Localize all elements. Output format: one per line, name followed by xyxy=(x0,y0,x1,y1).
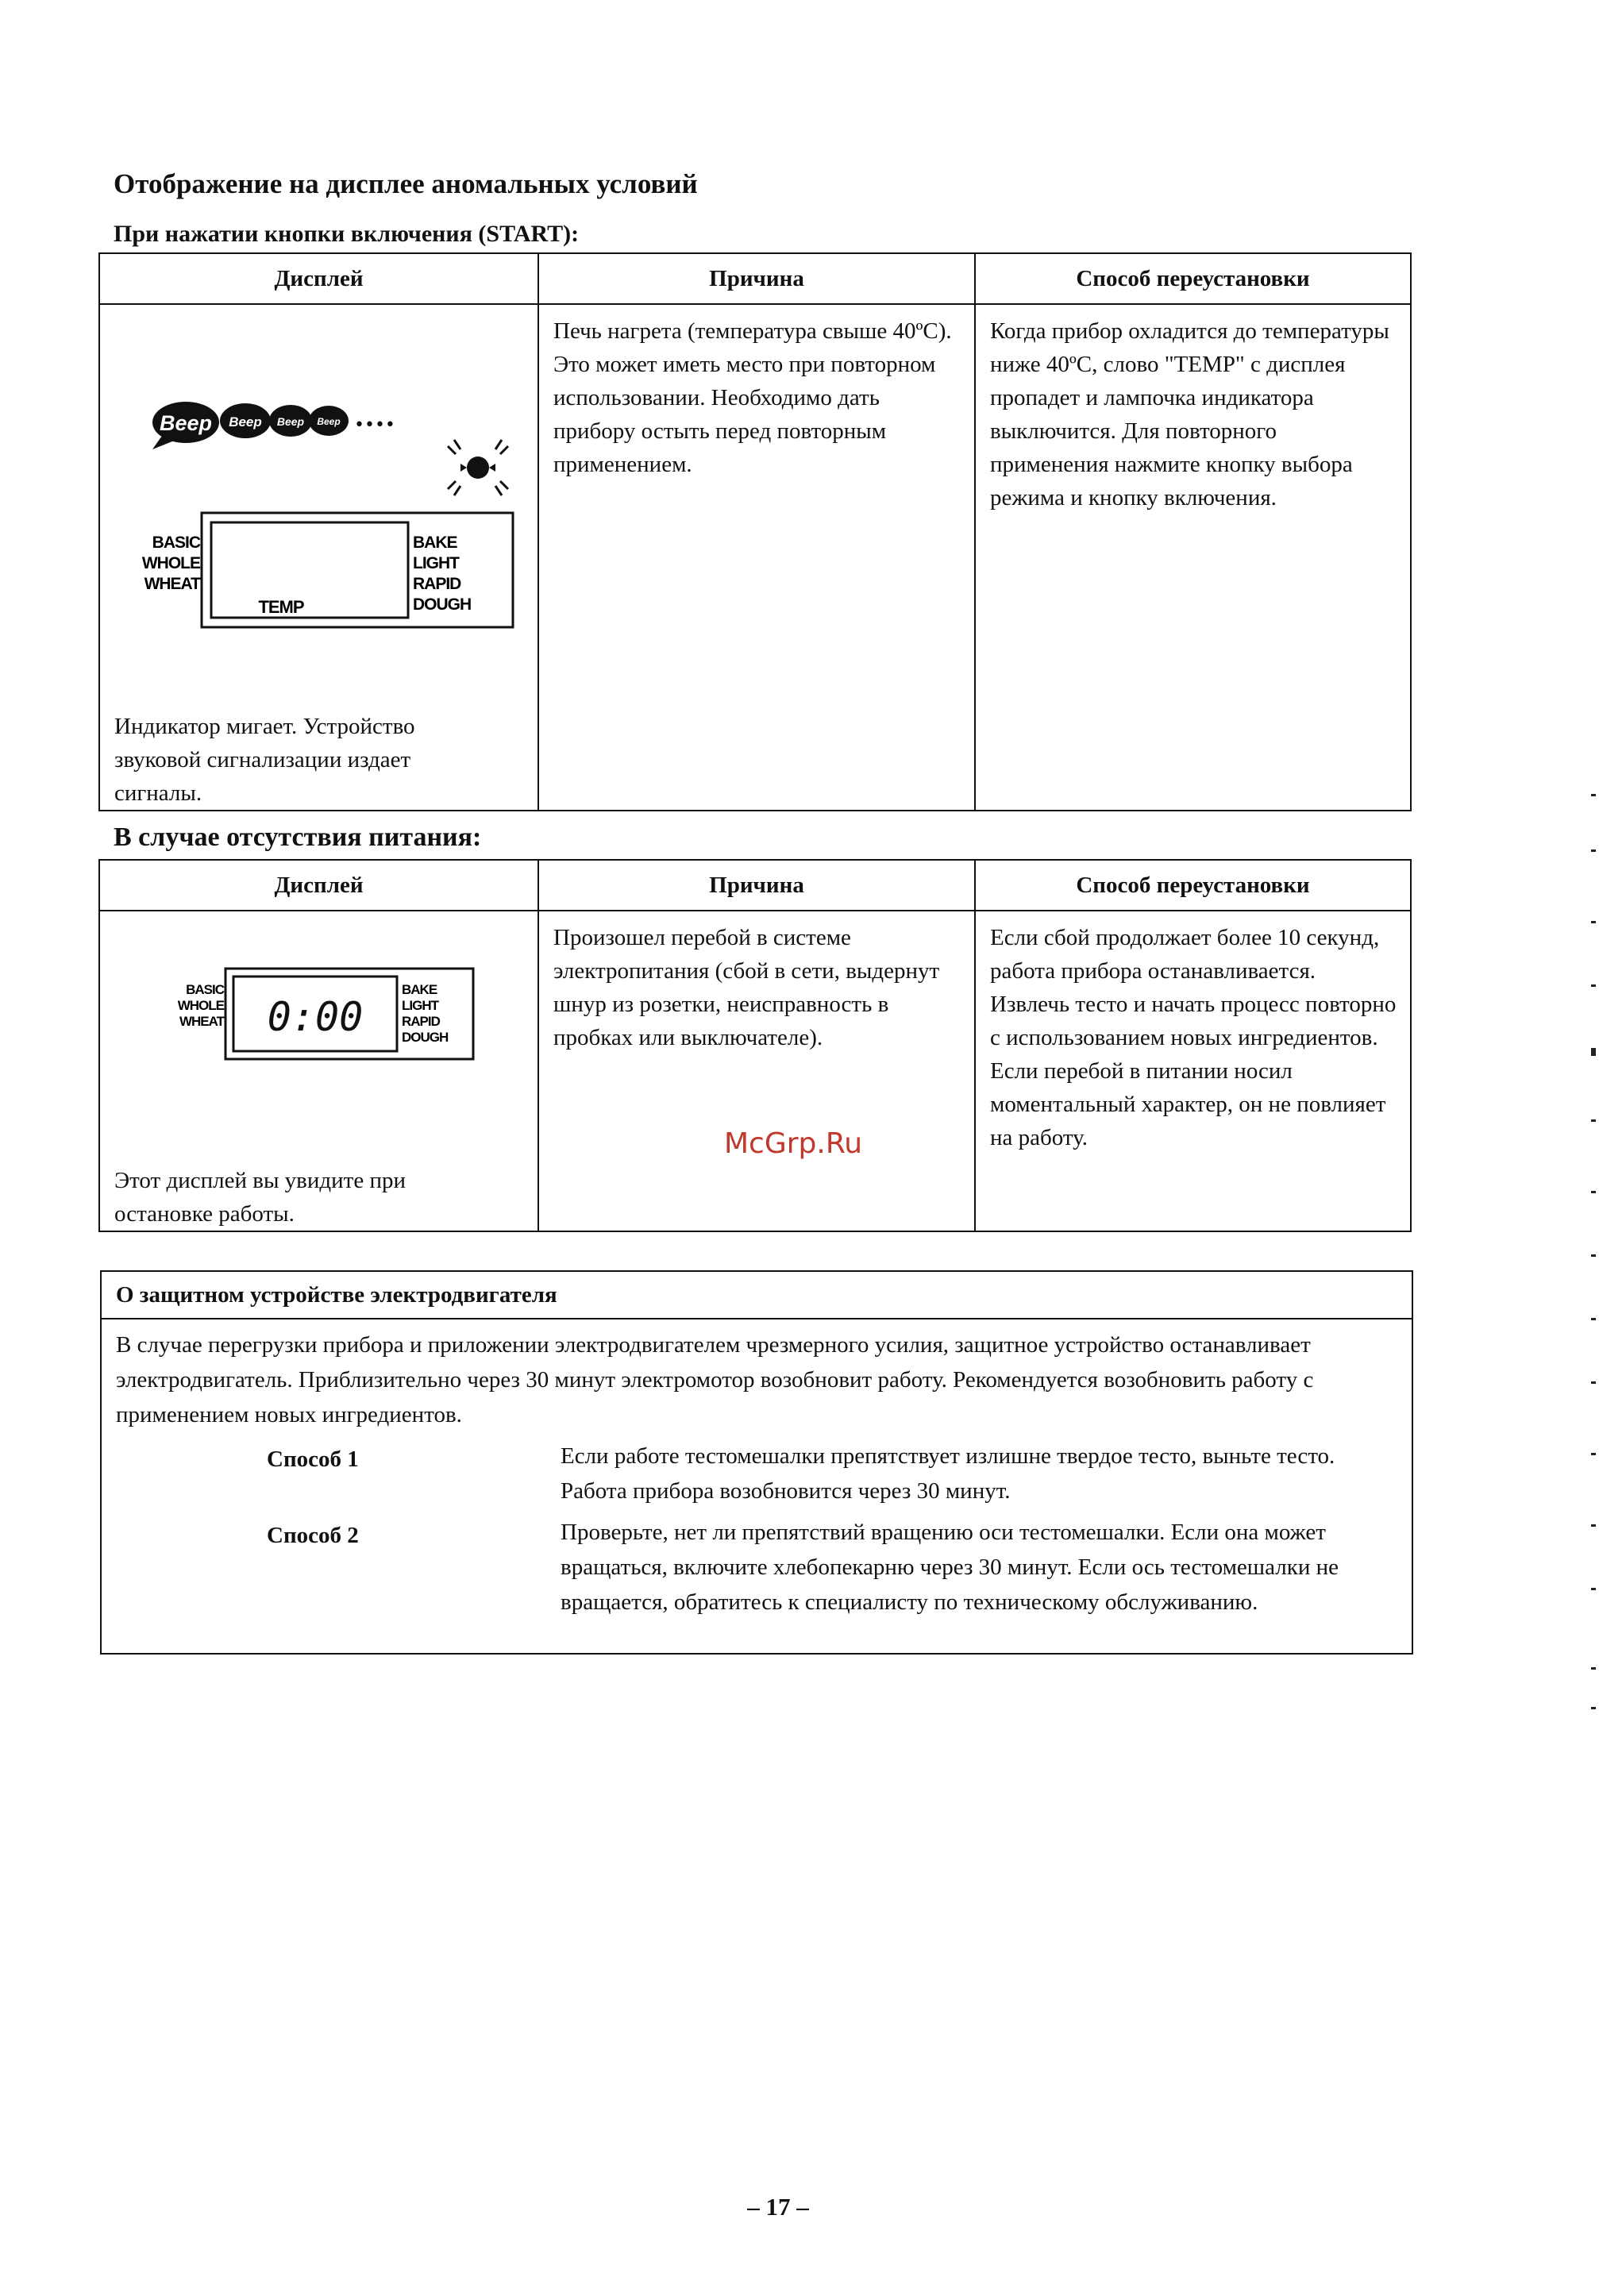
scan-edge-mark xyxy=(1591,1048,1596,1056)
cause-cell: Печь нагрета (температура свыше 40ºС). Это может иметь место при повторном использовании. Необходимо дать прибору остыть перед повторным применением. xyxy=(538,304,975,811)
lcd-panel xyxy=(178,969,473,1059)
reset-cell: Когда прибор охладится до температуры ниже 40ºС, слово "TEMP" с дисплея пропадет и лампочка индикатора выключится. Для повторного применения нажмите кнопку выбора режима и кнопку включения. xyxy=(975,304,1411,811)
method-1-text: Если работе тестомешалки препятствует излишне твердое тесто, выньте тесто. Работа прибора возобновится через 30 минут. xyxy=(561,1443,1335,1504)
scan-edge-mark xyxy=(1591,1453,1596,1455)
temp-display-illustration xyxy=(114,305,543,638)
scan-edge-mark xyxy=(1591,1381,1596,1384)
motor-protection-title: О защитном устройстве электродвигателя xyxy=(102,1272,1412,1319)
scan-edge-mark xyxy=(1591,794,1596,796)
beep-text: Beep xyxy=(159,411,213,435)
mode-label: BASIC xyxy=(152,534,200,552)
scan-edge-mark xyxy=(1591,1318,1596,1320)
method-2-text: Проверьте, нет ли препятствий вращению оси тестомешалки. Если она может вращаться, включите хлебопекарню через 30 минут. Если ось тестомешалки не вращается, обратитесь к специалисту по техническому обслуживанию. xyxy=(561,1520,1339,1615)
scan-edge-mark xyxy=(1591,1588,1596,1590)
motor-protection-box xyxy=(100,1270,1413,1655)
col-display-header: Дисплей xyxy=(99,860,538,911)
section1-title: При нажатии кнопки включения (START): xyxy=(114,221,580,247)
beep-bubble-icon xyxy=(220,403,271,438)
mode-label: BAKE xyxy=(402,982,437,997)
mode-label: WHOLE xyxy=(177,998,224,1013)
mode-label: BASIC xyxy=(186,982,224,997)
mode-label: DOUGH xyxy=(413,595,472,614)
mode-label: RAPID xyxy=(413,575,461,593)
section2-title: В случае отсутствия питания: xyxy=(114,822,482,852)
mode-label: RAPID xyxy=(402,1014,440,1029)
cause-cell: Произошел перебой в системе электропитания (сбой в сети, выдернут шнур из розетки, неисправность в пробках или выключателе). xyxy=(538,911,975,1231)
mode-label: WHEAT xyxy=(144,575,200,593)
beep-text: Beep xyxy=(317,416,341,427)
blinking-indicator-icon xyxy=(448,440,508,495)
col-reset-header: Способ переустановки xyxy=(975,253,1411,304)
scan-edge-mark xyxy=(1591,1667,1596,1670)
page-heading: Отображение на дисплее аномальных условий xyxy=(114,168,698,199)
scan-edge-mark xyxy=(1591,921,1596,923)
col-reset-header: Способ переустановки xyxy=(975,860,1411,911)
col-cause-header: Причина xyxy=(538,253,975,304)
beep-bubble-icon xyxy=(309,406,349,436)
beep-dots: •••• xyxy=(354,415,395,435)
mode-label: DOUGH xyxy=(402,1030,449,1045)
mode-label: WHEAT xyxy=(179,1014,224,1029)
motor-protection-intro: В случае перегрузки прибора и приложении электродвигателем чрезмерного усилия, защитное устройство останавливает электродвигатель. Приблизительно через 30 минут электромотор возобновит работу. Рекомендуется возобновить работу с применением новых ингредиентов. xyxy=(116,1332,1314,1427)
mode-label: LIGHT xyxy=(402,998,438,1013)
scan-edge-mark xyxy=(1591,1191,1596,1193)
page-number: – 17 – xyxy=(747,2193,809,2221)
scan-edge-mark xyxy=(1591,1119,1596,1122)
scan-edge-mark xyxy=(1591,1707,1596,1709)
reset-cell: Если сбой продолжает более 10 секунд, работа прибора останавливается. Извлечь тесто и начать процесс повторно с использованием новых ингредиентов. Если перебой в питании носил моментальный характер, он не повлияет на работу. xyxy=(975,911,1411,1231)
display-cell xyxy=(99,911,538,1231)
beep-text: Beep xyxy=(276,415,305,428)
temp-indicator: TEMP xyxy=(258,597,304,617)
scan-edge-mark xyxy=(1591,1254,1596,1257)
col-display-header: Дисплей xyxy=(99,253,538,304)
method-2-label: Способ 2 xyxy=(267,1523,359,1548)
start-error-table xyxy=(98,252,1412,811)
lcd-panel xyxy=(142,513,513,627)
beep-bubble-icon xyxy=(269,405,312,437)
display-cell xyxy=(99,304,538,811)
col-cause-header: Причина xyxy=(538,860,975,911)
method-1-label: Способ 1 xyxy=(267,1447,359,1472)
beep-text: Beep xyxy=(229,414,262,430)
scan-edge-mark xyxy=(1591,984,1596,987)
time-readout: 0:00 xyxy=(267,994,364,1040)
time-display-illustration xyxy=(114,911,543,1070)
display-caption: Индикатор мигает. Устройство звуковой сигнализации издает сигналы. xyxy=(114,714,415,806)
scan-edge-mark xyxy=(1591,849,1596,852)
scan-edge-mark xyxy=(1591,1524,1596,1527)
beep-bubble-icon xyxy=(152,402,219,449)
mode-label: LIGHT xyxy=(413,554,459,572)
mode-label: BAKE xyxy=(413,534,457,552)
watermark: McGrp.Ru xyxy=(724,1127,863,1160)
mode-label: WHOLE xyxy=(141,554,200,572)
power-failure-table xyxy=(98,859,1412,1232)
display-caption: Этот дисплей вы увидите при остановке работы. xyxy=(114,1168,406,1227)
